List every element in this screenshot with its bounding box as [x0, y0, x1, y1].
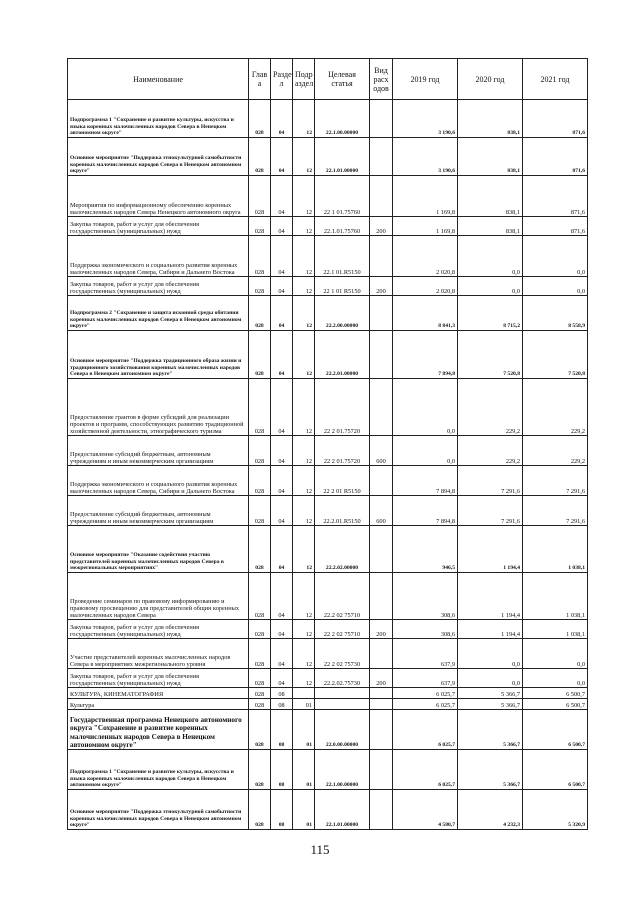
cell-statya: [315, 688, 370, 699]
cell-glava: 028: [249, 100, 271, 138]
cell-2019: 637,9: [393, 669, 458, 688]
cell-2020: 0,0: [458, 277, 523, 296]
table-row: [68, 296, 588, 331]
cell-glava: 028: [249, 669, 271, 688]
cell-2019: 3 190,6: [393, 138, 458, 176]
header-2020: 2020 год: [458, 59, 523, 100]
cell-vid: [370, 526, 393, 573]
cell-2021: 7 291,6: [523, 496, 588, 526]
cell-glava: 028: [249, 236, 271, 277]
cell-2020: 229,2: [458, 436, 523, 466]
cell-statya: 22.2.02.00000: [315, 526, 370, 573]
cell-2021: 6 500,7: [523, 710, 588, 750]
cell-name: Основное мероприятие "Поддержка традиционного образа жизни и традиционного хозяйствования коренных малочисленных народов Севера в Ненецком автономном округе": [68, 331, 249, 379]
cell-2021: 5 320,9: [523, 790, 588, 830]
cell-glava: 028: [249, 331, 271, 379]
cell-razdel: 04: [271, 639, 293, 669]
cell-2021: 1 038,1: [523, 526, 588, 573]
cell-vid: [370, 639, 393, 669]
cell-razdel: 04: [271, 138, 293, 176]
cell-statya: 22.1.01.00000: [315, 790, 370, 830]
header-vid: Вид расх одов: [370, 59, 393, 100]
cell-razdel: 04: [271, 236, 293, 277]
cell-name: Подпрограмма 1 "Сохранение и развитие культуры, искусства и языка коренных малочисленных народов Севера в Ненецком автономном округе": [68, 100, 249, 138]
cell-podrazdel: 12: [293, 379, 315, 436]
cell-2021: 229,2: [523, 379, 588, 436]
cell-vid: [370, 790, 393, 830]
table-row: [68, 750, 588, 790]
cell-vid: [370, 331, 393, 379]
cell-2019: 6 025,7: [393, 699, 458, 710]
cell-razdel: 04: [271, 296, 293, 331]
cell-2020: 5 366,7: [458, 750, 523, 790]
cell-glava: 028: [249, 277, 271, 296]
table-row: [68, 620, 588, 639]
header-statya: Целевая статья: [315, 59, 370, 100]
cell-podrazdel: 12: [293, 496, 315, 526]
table-row: [68, 138, 588, 176]
cell-podrazdel: 12: [293, 296, 315, 331]
cell-vid: [370, 750, 393, 790]
cell-name: Закупка товаров, работ и услуг для обеспечения государственных (муниципальных) нужд: [68, 217, 249, 236]
cell-2019: 308,6: [393, 573, 458, 620]
header-row: [68, 59, 588, 100]
cell-statya: 22 2 02 75710: [315, 620, 370, 639]
cell-statya: 22.2.01.R5150: [315, 496, 370, 526]
cell-podrazdel: 12: [293, 331, 315, 379]
cell-2019: 637,9: [393, 639, 458, 669]
header-2019: 2019 год: [393, 59, 458, 100]
cell-statya: 22 1 01.75760: [315, 176, 370, 217]
cell-2021: 229,2: [523, 436, 588, 466]
cell-vid: 200: [370, 277, 393, 296]
cell-glava: 028: [249, 639, 271, 669]
header-name: Наименование: [68, 59, 249, 100]
cell-razdel: 08: [271, 710, 293, 750]
cell-statya: 22 2 02 75730: [315, 639, 370, 669]
cell-vid: [370, 138, 393, 176]
table-row: [68, 639, 588, 669]
cell-2021: 6 500,7: [523, 699, 588, 710]
cell-2020: 229,2: [458, 379, 523, 436]
cell-vid: [370, 296, 393, 331]
cell-razdel: 04: [271, 526, 293, 573]
cell-statya: 22 2 01.75720: [315, 379, 370, 436]
cell-2019: 8 841,3: [393, 296, 458, 331]
cell-2021: 871,6: [523, 176, 588, 217]
cell-podrazdel: 12: [293, 436, 315, 466]
cell-2019: 0,0: [393, 436, 458, 466]
table-row: [68, 176, 588, 217]
cell-vid: [370, 236, 393, 277]
cell-2019: 0,0: [393, 379, 458, 436]
cell-2020: 838,1: [458, 100, 523, 138]
table-row: [68, 236, 588, 277]
cell-name: КУЛЬТУРА, КИНЕМАТОГРАФИЯ: [68, 688, 249, 699]
header-2021: 2021 год: [523, 59, 588, 100]
cell-razdel: 04: [271, 331, 293, 379]
cell-2021: 0,0: [523, 277, 588, 296]
cell-2021: 1 038,1: [523, 573, 588, 620]
cell-statya: 22 2 01 R5150: [315, 466, 370, 496]
cell-name: Предоставление грантов в форме субсидий для реализации проектов и программ, способствующих развитию традиционной хозяйственной деятельности, этнографического туризма: [68, 379, 249, 436]
cell-name: Основное мероприятие "Поддержка этнокультурной самобытности коренных малочисленных народов Севера в Ненецком автономном округе": [68, 790, 249, 830]
table-row: [68, 277, 588, 296]
cell-glava: 028: [249, 436, 271, 466]
cell-2019: 308,6: [393, 620, 458, 639]
budget-table: [67, 58, 588, 830]
cell-statya: 22.1.01.00000: [315, 138, 370, 176]
cell-razdel: 08: [271, 699, 293, 710]
page-number: 115: [310, 842, 330, 857]
cell-2020: 1 194,4: [458, 573, 523, 620]
cell-name: Закупка товаров, работ и услуг для обеспечения государственных (муниципальных) нужд: [68, 669, 249, 688]
cell-2020: 838,1: [458, 217, 523, 236]
cell-2020: 838,1: [458, 138, 523, 176]
table-row: [68, 331, 588, 379]
header-podrazdel: Подр аздел: [293, 59, 315, 100]
table-row: [68, 573, 588, 620]
header-razdel: Разде л: [271, 59, 293, 100]
cell-name: Основное мероприятие "Оказание содействия участию представителей коренных малочисленных народов Севера в межрегиональных мероприятиях": [68, 526, 249, 573]
cell-vid: [370, 710, 393, 750]
table-row: [68, 790, 588, 830]
cell-glava: 028: [249, 379, 271, 436]
cell-name: Поддержка экономического и социального развития коренных малочисленных народов Севера, Сибири и Дальнего Востока: [68, 466, 249, 496]
cell-glava: 028: [249, 790, 271, 830]
cell-2020: 8 715,2: [458, 296, 523, 331]
cell-statya: 22.2.02.75730: [315, 669, 370, 688]
cell-2020: 7 291,6: [458, 496, 523, 526]
table-row: [68, 466, 588, 496]
cell-razdel: 08: [271, 688, 293, 699]
cell-glava: 028: [249, 710, 271, 750]
cell-glava: 028: [249, 526, 271, 573]
cell-podrazdel: 12: [293, 217, 315, 236]
cell-name: Предоставление субсидий бюджетным, автономным учреждениям и иным некоммерческим организациям: [68, 496, 249, 526]
cell-glava: 028: [249, 620, 271, 639]
cell-2021: 871,6: [523, 217, 588, 236]
cell-statya: 22.1.01.75760: [315, 217, 370, 236]
table-row: [68, 699, 588, 710]
cell-podrazdel: [293, 688, 315, 699]
cell-2021: 871,6: [523, 138, 588, 176]
cell-razdel: 04: [271, 466, 293, 496]
cell-podrazdel: 12: [293, 639, 315, 669]
cell-2021: 7 291,6: [523, 466, 588, 496]
cell-glava: 028: [249, 296, 271, 331]
cell-razdel: 04: [271, 573, 293, 620]
cell-glava: 028: [249, 699, 271, 710]
cell-statya: 22.1 01.R5150: [315, 236, 370, 277]
cell-podrazdel: 01: [293, 790, 315, 830]
table-row: [68, 379, 588, 436]
cell-statya: 22 1 01 R5150: [315, 277, 370, 296]
table-row: [68, 100, 588, 138]
cell-2019: 7 894,8: [393, 496, 458, 526]
cell-2019: 6 025,7: [393, 750, 458, 790]
cell-name: Предоставление субсидий бюджетным, автономным учреждениям и иным некоммерческим организациям: [68, 436, 249, 466]
table-row: [68, 496, 588, 526]
cell-2020: 0,0: [458, 236, 523, 277]
cell-2020: 7 291,6: [458, 466, 523, 496]
cell-2020: 838,1: [458, 176, 523, 217]
cell-razdel: 04: [271, 217, 293, 236]
cell-podrazdel: 01: [293, 750, 315, 790]
cell-name: Участие представителей коренных малочисленных народов Севера в мероприятиях межрегионального уровня: [68, 639, 249, 669]
cell-2019: 4 580,7: [393, 790, 458, 830]
cell-2021: 871,6: [523, 100, 588, 138]
cell-razdel: 04: [271, 176, 293, 217]
cell-2019: 7 894,8: [393, 331, 458, 379]
cell-2019: 1 169,8: [393, 176, 458, 217]
cell-2019: 2 020,8: [393, 277, 458, 296]
cell-2019: 6 025,7: [393, 688, 458, 699]
cell-podrazdel: 12: [293, 236, 315, 277]
cell-glava: 028: [249, 688, 271, 699]
cell-podrazdel: 01: [293, 710, 315, 750]
cell-podrazdel: 12: [293, 277, 315, 296]
cell-podrazdel: 12: [293, 526, 315, 573]
cell-name: Подпрограмма 2 "Сохранение и защита исконной среды обитания коренных малочисленных народов Севера в Ненецком автономном округе": [68, 296, 249, 331]
cell-2019: 7 894,8: [393, 466, 458, 496]
table-row: [68, 710, 588, 750]
cell-2021: 0,0: [523, 669, 588, 688]
cell-name: Закупка товаров, работ и услуг для обеспечения государственных (муниципальных) нужд: [68, 277, 249, 296]
cell-2021: 0,0: [523, 639, 588, 669]
cell-statya: 22.2 02 75710: [315, 573, 370, 620]
cell-statya: [315, 699, 370, 710]
cell-statya: 22.2.00.00000: [315, 296, 370, 331]
cell-name: Мероприятия по информационному обеспечению коренных малочисленных народов Севера Ненецкого автономного округа: [68, 176, 249, 217]
cell-name: Государственная программа Ненецкого автономного округа "Сохранение и развитие коренных малочисленных народов Севера в Ненецком автономном округе": [68, 710, 249, 750]
cell-2020: 7 520,8: [458, 331, 523, 379]
cell-2021: 1 038,1: [523, 620, 588, 639]
cell-2021: 6 500,7: [523, 688, 588, 699]
cell-vid: [370, 699, 393, 710]
cell-2019: 6 025,7: [393, 710, 458, 750]
cell-glava: 028: [249, 466, 271, 496]
cell-2021: 7 520,8: [523, 331, 588, 379]
cell-2020: 0,0: [458, 639, 523, 669]
cell-razdel: 04: [271, 379, 293, 436]
table-row: [68, 688, 588, 699]
cell-razdel: 08: [271, 750, 293, 790]
cell-vid: [370, 573, 393, 620]
cell-glava: 028: [249, 217, 271, 236]
cell-podrazdel: 12: [293, 176, 315, 217]
cell-razdel: 04: [271, 496, 293, 526]
cell-vid: 600: [370, 496, 393, 526]
cell-name: Основное мероприятие "Поддержка этнокультурной самобытности коренных малочисленных народов Севера в Ненецком автономном округе": [68, 138, 249, 176]
cell-2020: 5 366,7: [458, 699, 523, 710]
cell-vid: 600: [370, 436, 393, 466]
cell-glava: 028: [249, 496, 271, 526]
cell-statya: 22.0.00.00000: [315, 710, 370, 750]
cell-vid: 200: [370, 217, 393, 236]
cell-statya: 22.1.00.00000: [315, 750, 370, 790]
cell-2019: 2 020,8: [393, 236, 458, 277]
cell-podrazdel: 12: [293, 466, 315, 496]
cell-name: Проведение семинаров по правовому информированию и правовому просвещению для представителей общин коренных малочисленных народов Севера: [68, 573, 249, 620]
cell-vid: [370, 379, 393, 436]
table-row: [68, 526, 588, 573]
cell-2019: 946,5: [393, 526, 458, 573]
cell-2021: 8 558,9: [523, 296, 588, 331]
table-row: [68, 669, 588, 688]
cell-2020: 1 194,4: [458, 526, 523, 573]
cell-glava: 028: [249, 750, 271, 790]
cell-name: Культура: [68, 699, 249, 710]
cell-2021: 0,0: [523, 236, 588, 277]
cell-2020: 5 366,7: [458, 710, 523, 750]
cell-statya: 22 2 01.75720: [315, 436, 370, 466]
cell-2020: 1 194,4: [458, 620, 523, 639]
cell-podrazdel: 01: [293, 699, 315, 710]
cell-name: Подпрограмма 1 "Сохранение и развитие культуры, искусства и языка коренных малочисленных народов Севера в Ненецком автономном округе": [68, 750, 249, 790]
cell-vid: 200: [370, 620, 393, 639]
cell-2021: 6 500,7: [523, 750, 588, 790]
cell-glava: 028: [249, 573, 271, 620]
cell-2020: 5 366,7: [458, 688, 523, 699]
table-row: [68, 436, 588, 466]
cell-razdel: 04: [271, 669, 293, 688]
table-row: [68, 217, 588, 236]
cell-glava: 028: [249, 176, 271, 217]
cell-2020: 4 232,3: [458, 790, 523, 830]
cell-name: Закупка товаров, работ и услуг для обеспечения государственных (муниципальных) нужд: [68, 620, 249, 639]
cell-razdel: 08: [271, 790, 293, 830]
cell-razdel: 04: [271, 100, 293, 138]
cell-razdel: 04: [271, 620, 293, 639]
cell-razdel: 04: [271, 436, 293, 466]
cell-razdel: 04: [271, 277, 293, 296]
cell-2019: 1 169,8: [393, 217, 458, 236]
cell-2020: 0,0: [458, 669, 523, 688]
cell-2019: 3 190,6: [393, 100, 458, 138]
cell-vid: [370, 688, 393, 699]
cell-podrazdel: 12: [293, 620, 315, 639]
cell-vid: [370, 466, 393, 496]
cell-statya: 22.1.00.00000: [315, 100, 370, 138]
cell-vid: [370, 100, 393, 138]
cell-podrazdel: 12: [293, 669, 315, 688]
cell-glava: 028: [249, 138, 271, 176]
cell-vid: 200: [370, 669, 393, 688]
cell-statya: 22.2.01.00000: [315, 331, 370, 379]
cell-podrazdel: 12: [293, 138, 315, 176]
header-glava: Глав а: [249, 59, 271, 100]
cell-name: Поддержка экономического и социального развития коренных малочисленных народов Севера, Сибири и Дальнего Востока: [68, 236, 249, 277]
cell-podrazdel: 12: [293, 100, 315, 138]
cell-vid: [370, 176, 393, 217]
cell-podrazdel: 12: [293, 573, 315, 620]
